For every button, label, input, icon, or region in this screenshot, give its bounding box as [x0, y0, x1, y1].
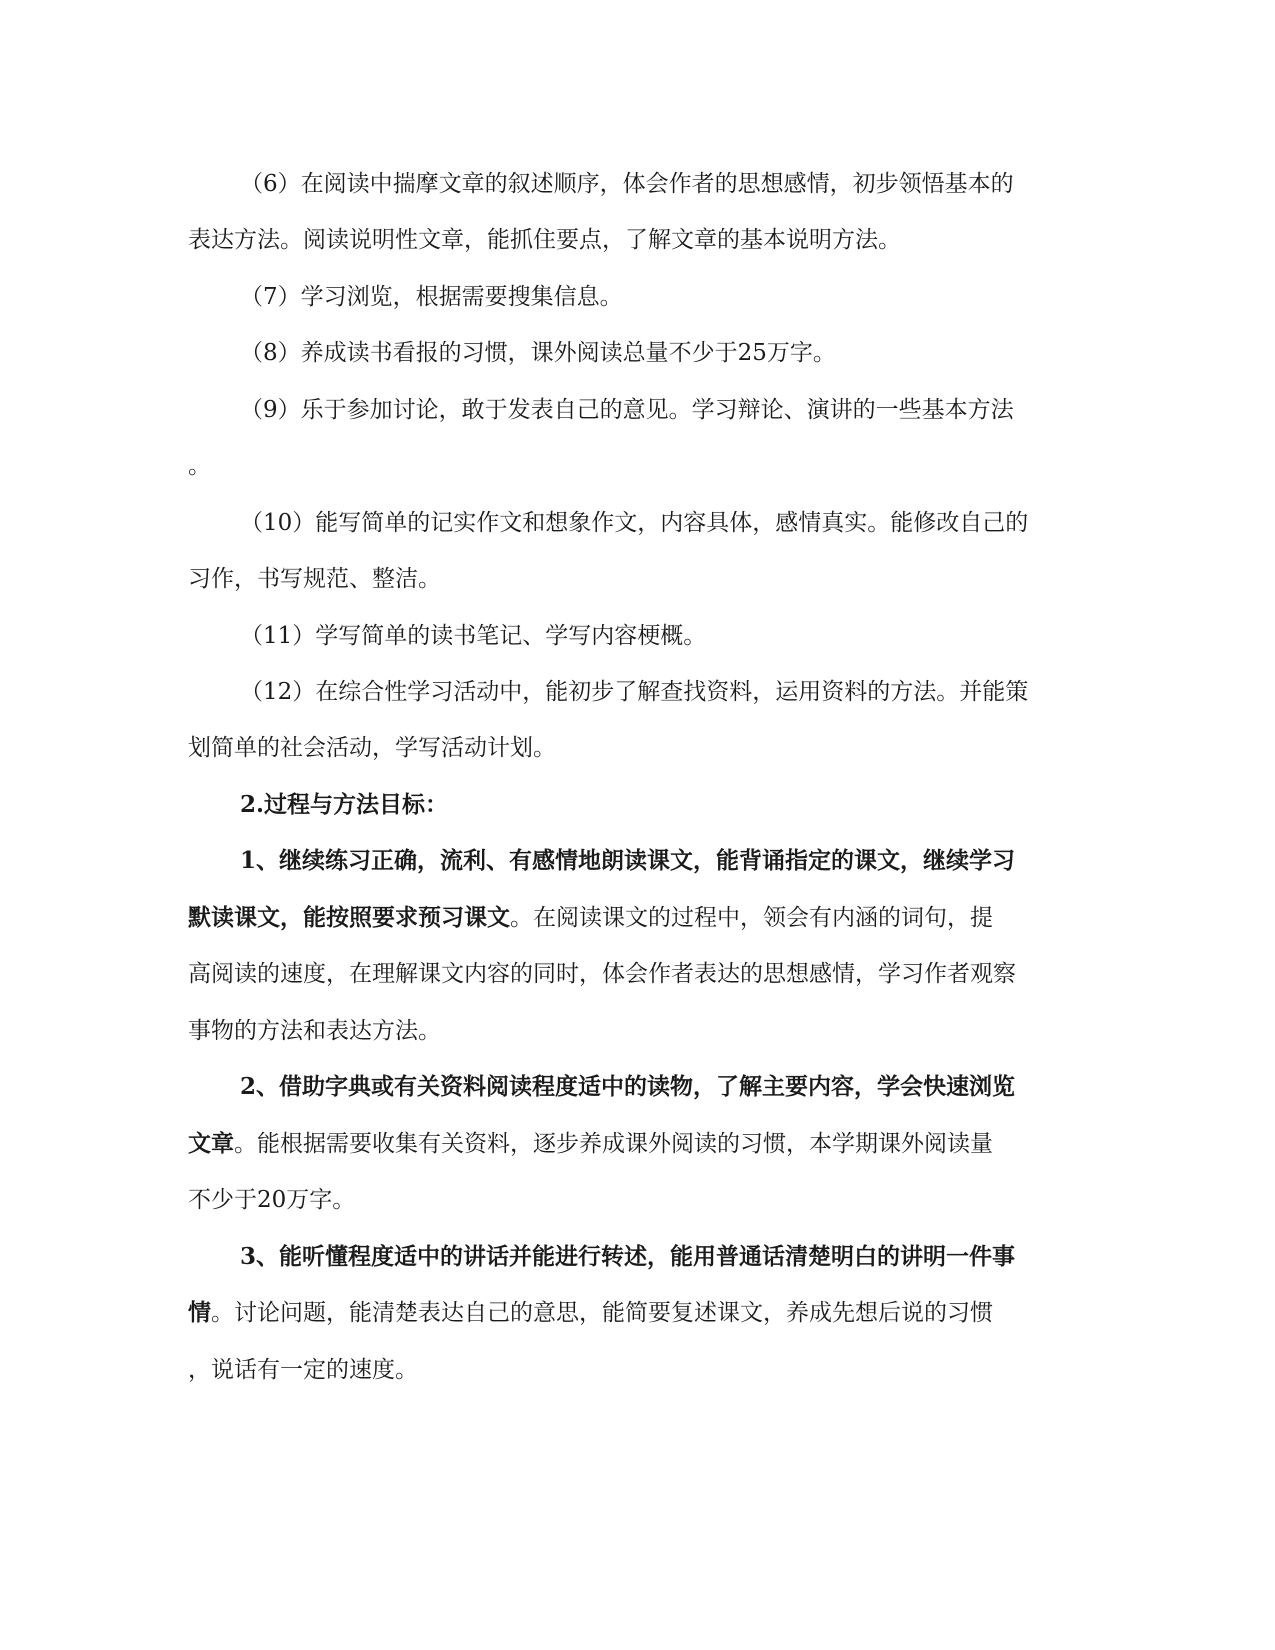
- text-line: 高阅读的速度，在理解课文内容的同时，体会作者表达的思想感情，学习作者观察: [188, 961, 1016, 987]
- bold-lead: 情: [188, 1299, 211, 1326]
- text-line: 表达方法。阅读说明性文章，能抓住要点，了解文章的基本说明方法。: [188, 227, 901, 253]
- text-line: （12）在综合性学习活动中，能初步了解查找资料，运用资料的方法。并能策: [240, 679, 1029, 705]
- text-line: 事物的方法和表达方法。: [188, 1018, 441, 1044]
- text-line: ，说话有一定的速度。: [188, 1357, 418, 1383]
- text-line: （8）养成读书看报的习惯，课外阅读总量不少于25万字。: [240, 340, 836, 366]
- section-heading: 2.过程与方法目标：: [240, 791, 449, 818]
- text-line: （6）在阅读中揣摩文章的叙述顺序，体会作者的思想感情，初步领悟基本的: [240, 171, 1014, 197]
- text-line-bold: 2、借助字典或有关资料阅读程度适中的读物，了解主要内容，学会快速浏览: [240, 1073, 1016, 1100]
- text-line-mixed: [188, 1293, 993, 1333]
- text-line-bold: 3、能听懂程度适中的讲话并能进行转述，能用普通话清楚明白的讲明一件事: [240, 1243, 1016, 1270]
- text-line: （9）乐于参加讨论，敢于发表自己的意见。学习辩论、演讲的一些基本方法: [240, 397, 1014, 423]
- text-line: （10）能写简单的记实作文和想象作文，内容具体，感情真实。能修改自己的: [240, 510, 1029, 536]
- text-run: 。在阅读课文的过程中，领会有内涵的词句，提: [510, 905, 993, 931]
- text-line-bold: 1、继续练习正确，流利、有感情地朗读课文，能背诵指定的课文，继续学习: [240, 847, 1016, 874]
- text-line: （11）学写简单的读书笔记、学写内容梗概。: [240, 623, 707, 649]
- text-line: （7）学习浏览，根据需要搜集信息。: [240, 284, 623, 310]
- bold-lead: 默读课文，能按照要求预习课文: [188, 904, 510, 931]
- text-line-mixed: [188, 898, 993, 938]
- text-run: 。讨论问题，能清楚表达自己的意思，能简要复述课文，养成先想后说的习惯: [211, 1300, 993, 1326]
- text-line: 。: [188, 453, 211, 479]
- text-run: 。能根据需要收集有关资料，逐步养成课外阅读的习惯，本学期课外阅读量: [234, 1131, 993, 1157]
- text-line-mixed: [188, 1124, 993, 1164]
- bold-lead: 文章: [188, 1130, 234, 1157]
- text-line: 划简单的社会活动，学写活动计划。: [188, 735, 556, 761]
- text-line: 习作，书写规范、整洁。: [188, 566, 441, 592]
- text-line: 不少于20万字。: [188, 1187, 356, 1213]
